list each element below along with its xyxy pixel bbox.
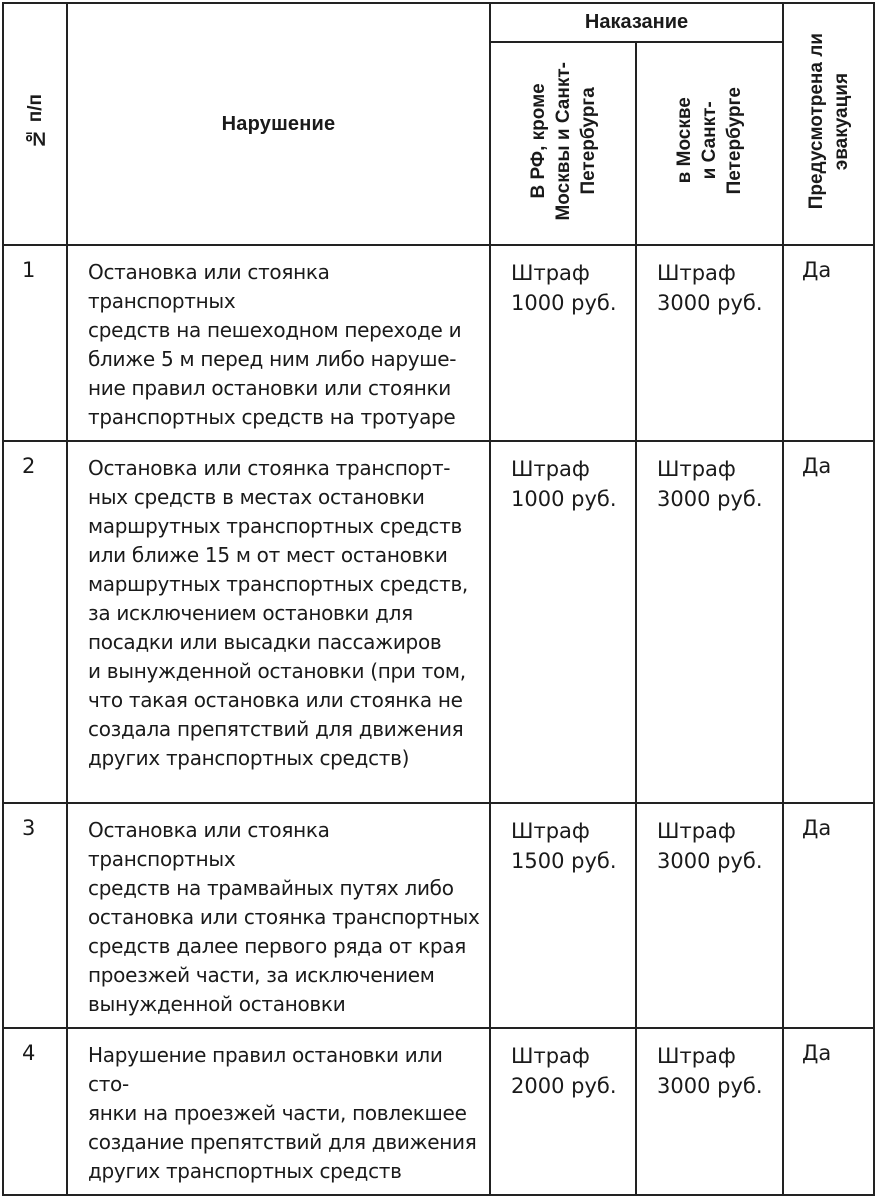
fine-regions: Штраф 2000 руб. — [511, 1044, 617, 1098]
table-row — [3, 803, 874, 1028]
header-moscow-spb-label: в Москве и Санкт- Петербурге — [674, 87, 745, 195]
row-number-cell — [3, 1028, 67, 1195]
fine-regions: Штраф 1000 руб. — [511, 457, 617, 511]
header-number-label: № п/п — [24, 94, 46, 149]
violation-cell — [67, 441, 490, 803]
fine-regions-cell — [490, 803, 636, 1028]
fine-moscow: Штраф 3000 руб. — [657, 1044, 763, 1098]
header-regions-label: В РФ, кроме Москвы и Санкт- Петербурга — [527, 61, 599, 221]
evacuation-value: Да — [802, 1041, 832, 1065]
header-moscow-spb — [636, 42, 783, 245]
violation-cell — [67, 803, 490, 1028]
header-evacuation-label: Предусмотрена ли эвакуация — [805, 33, 852, 210]
fine-moscow: Штраф 3000 руб. — [657, 819, 763, 873]
evacuation-cell — [783, 803, 874, 1028]
row-number: 4 — [22, 1041, 36, 1065]
row-number-cell — [3, 803, 67, 1028]
table-row — [3, 245, 874, 441]
evacuation-cell — [783, 1028, 874, 1195]
evacuation-value: Да — [802, 454, 832, 478]
header-evacuation — [783, 3, 874, 245]
violation-text: Остановка или стоянка транспортных средств на пешеходном переходе и ближе 5 м перед ним либо наруше- ние правил остановки или стоянки транспортных средств на тротуаре — [88, 260, 462, 429]
fine-moscow-cell — [636, 245, 783, 441]
fine-moscow-cell — [636, 803, 783, 1028]
fine-regions-cell — [490, 441, 636, 803]
table-row — [3, 1028, 874, 1195]
penalty-table — [2, 2, 875, 1196]
evacuation-cell — [783, 245, 874, 441]
row-number: 1 — [22, 258, 36, 282]
fine-regions-cell — [490, 245, 636, 441]
evacuation-value: Да — [802, 816, 832, 840]
row-number-cell — [3, 441, 67, 803]
fine-regions: Штраф 1000 руб. — [511, 261, 617, 315]
fine-moscow: Штраф 3000 руб. — [657, 457, 763, 511]
header-violation — [67, 3, 490, 245]
header-violation-label: Нарушение — [221, 112, 336, 135]
header-regions — [490, 42, 636, 245]
fine-moscow-cell — [636, 441, 783, 803]
header-number — [3, 3, 67, 245]
fine-moscow-cell — [636, 1028, 783, 1195]
fine-moscow: Штраф 3000 руб. — [657, 261, 763, 315]
row-number-cell — [3, 245, 67, 441]
violation-text: Остановка или стоянка транспортных средств на трамвайных путях либо остановка или стоянка транспортных средств далее первого ряда от края проезжей части, за исключением вынужденной остановки — [88, 818, 480, 1016]
row-number: 2 — [22, 454, 36, 478]
row-number: 3 — [22, 816, 36, 840]
violation-text: Остановка или стоянка транспорт- ных средств в местах остановки маршрутных транспортных средств или ближе 15 м от мест остановки маршрутных транспортных средств, за исключением остановки для посадки или высадки пассажиров и вынужденной остановки (при том, что такая остановка или стоянка не создала препятствий для движения других транспортных средств) — [88, 456, 468, 770]
table-row — [3, 441, 874, 803]
evacuation-cell — [783, 441, 874, 803]
violation-cell — [67, 245, 490, 441]
header-punishment-label: Наказание — [584, 11, 689, 33]
violation-cell — [67, 1028, 490, 1195]
fine-regions: Штраф 1500 руб. — [511, 819, 617, 873]
violation-text: Нарушение правил остановки или сто- янки на проезжей части, повлекшее создание препятствий для движения других транспортных средств — [88, 1043, 477, 1183]
fine-regions-cell — [490, 1028, 636, 1195]
evacuation-value: Да — [802, 258, 832, 282]
header-punishment — [490, 3, 783, 42]
